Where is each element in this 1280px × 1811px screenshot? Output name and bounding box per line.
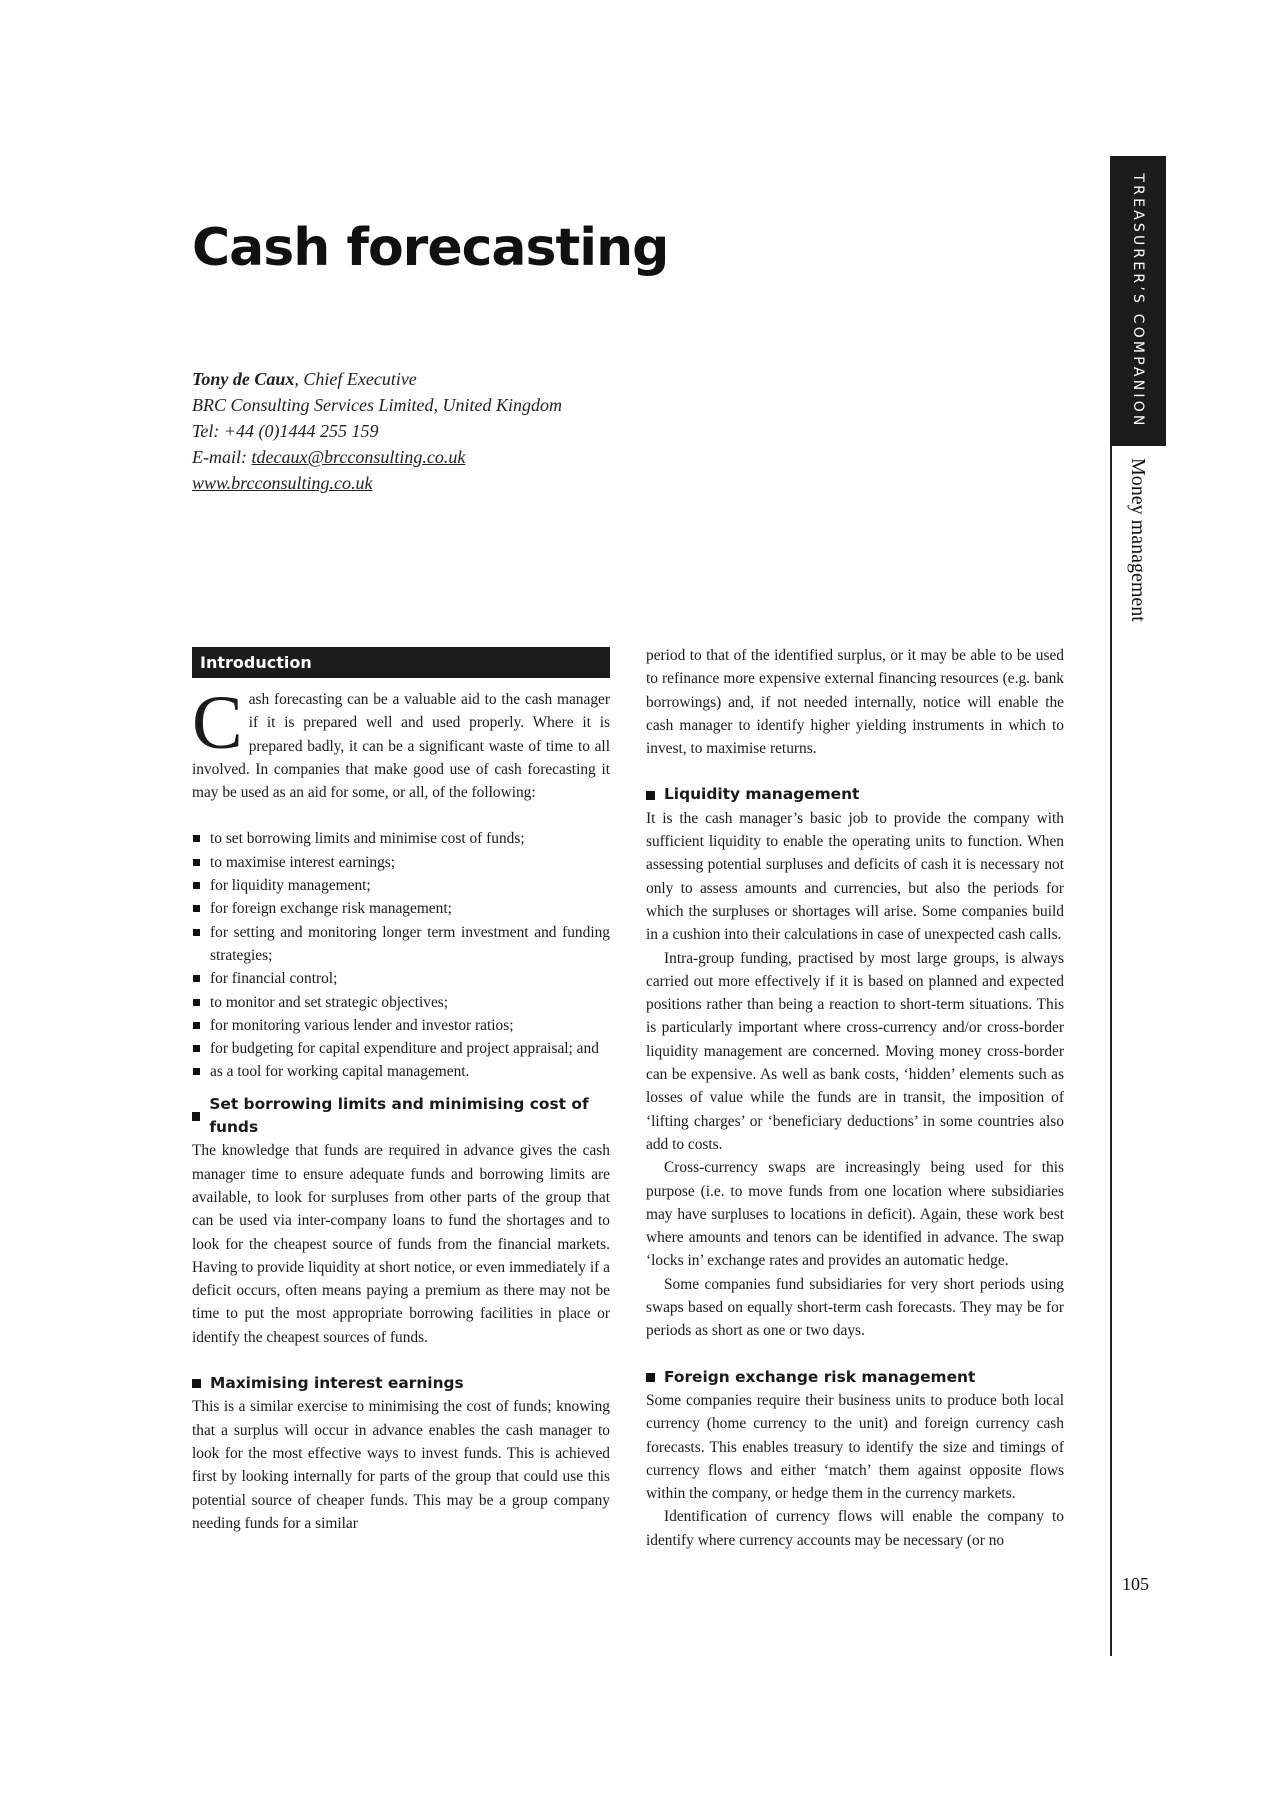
author-email-line <box>192 444 562 470</box>
list-item: for foreign exchange risk management; <box>192 897 610 920</box>
list-item: for monitoring various lender and investor ratios; <box>192 1014 610 1037</box>
borrowing-paragraph: The knowledge that funds are required in advance gives the cash manager time to ensure adequate funds and borrowing limits are available, to look for surpluses from other parts of the group that can be used via inter-company loans to fund the shortages and to look for the cheapest source of funds from the financial markets. Having to provide liquidity at short notice, or even immediately if a deficit occurs, often means paying a premium as there may not be time to put the most appropriate borrowing facilities in place or identify the cheapest sources of funds. <box>192 1142 610 1346</box>
author-role: , Chief Executive <box>294 369 417 389</box>
introduction-heading: Introduction <box>192 647 610 678</box>
liquidity-heading <box>646 783 1064 806</box>
list-item: for setting and monitoring longer term investment and funding strategies; <box>192 921 610 968</box>
author-company: BRC Consulting Services Limited, United Kingdom <box>192 395 562 415</box>
author-website-line <box>192 470 562 496</box>
website-link[interactable]: www.brcconsulting.co.uk <box>192 473 373 493</box>
square-bullet-icon <box>192 1112 200 1121</box>
borrowing-heading-text: Set borrowing limits and minimising cost of funds <box>209 1094 589 1137</box>
left-column <box>192 647 610 1535</box>
fx-heading <box>646 1366 1064 1389</box>
square-bullet-icon <box>646 1373 655 1382</box>
liquidity-paragraph-3: Cross-currency swaps are increasingly being used for this purpose (i.e. to move funds from one location where subsidiaries may have surpluses to locations in deficit). Again, these work best where amounts and tenors can be identified in advance. The swap ‘locks in’ exchange rates and provides an automatic hedge. <box>646 1159 1064 1270</box>
list-item: to monitor and set strategic objectives; <box>192 991 610 1014</box>
fx-heading-text: Foreign exchange risk management <box>664 1367 976 1386</box>
borrowing-heading <box>192 1093 610 1140</box>
spacer <box>192 804 610 827</box>
page-title: Cash forecasting <box>192 218 669 278</box>
square-bullet-icon <box>192 1379 201 1388</box>
vertical-rule <box>1110 446 1112 1656</box>
page-number: 105 <box>1122 1574 1149 1594</box>
section-label: Money management <box>1127 458 1150 622</box>
list-item: for budgeting for capital expenditure and project appraisal; and <box>192 1037 610 1060</box>
list-item: for financial control; <box>192 967 610 990</box>
square-bullet-icon <box>646 791 655 800</box>
liquidity-heading-text: Liquidity management <box>664 785 860 804</box>
author-phone: Tel: +44 (0)1444 255 159 <box>192 421 379 441</box>
interest-heading <box>192 1372 610 1395</box>
interest-continued-paragraph: period to that of the identified surplus, or it may be able to be used to refinance more expensive external financing resources (e.g. bank borrowings) and, if not needed internally, notice will enable the cash manager to identify higher yielding instruments in which to invest, to maximise returns. <box>646 647 1064 758</box>
spacer <box>646 1343 1064 1366</box>
uses-list <box>192 827 610 1083</box>
interest-paragraph: This is a similar exercise to minimising the cost of funds; knowing that a surplus will occur in advance enables the cash manager to look for the most effective ways to invest funds. This is achieved first by looking internally for parts of the group that could use this potential source of cheaper funds. This may be a group company needing funds for a similar <box>192 1398 610 1532</box>
author-name: Tony de Caux <box>192 369 295 389</box>
liquidity-paragraph-1: It is the cash manager’s basic job to provide the company with sufficient liquidity to enable the operating units to function. When assessing potential surpluses and deficits of cash it is necessary not only to assess amounts and currencies, but also the periods for which the surpluses or shortages will arise. Some companies build in a cushion into their calculations in case of unexpected cash calls. <box>646 809 1064 944</box>
intro-paragraph <box>192 681 610 804</box>
sidebar-tab-label: TREASURER’S COMPANION <box>1130 173 1146 429</box>
email-label: E-mail: <box>192 447 252 467</box>
list-item: to set borrowing limits and minimise cost of funds; <box>192 827 610 850</box>
liquidity-paragraph-2: Intra-group funding, practised by most large groups, is always carried out more effectively if it is based on planned and expected positions rather than being a reaction to short-term situations. This is particularly important where cross-currency and/or cross-border liquidity management are concerned. Moving money cross-border can be expensive. As well as bank costs, ‘hidden’ elements such as losses of value while the funds are in transit, the imposition of ‘lifting charges’ or ‘beneficiary deductions’ in some countries also add to costs. <box>646 949 1064 1153</box>
spacer <box>646 760 1064 783</box>
spacer <box>192 1084 610 1093</box>
liquidity-paragraph-4: Some companies fund subsidiaries for very short periods using swaps based on equally short-term cash forecasts. They may be for periods as short as one or two days. <box>646 1275 1064 1340</box>
author-block <box>192 366 562 496</box>
fx-paragraph-2: Identification of currency flows will enable the company to identify where currency accounts may be necessary (or no <box>646 1508 1064 1549</box>
list-item: to maximise interest earnings; <box>192 851 610 874</box>
interest-heading-text: Maximising interest earnings <box>210 1374 464 1393</box>
email-link[interactable]: tdecaux@brcconsulting.co.uk <box>251 447 466 467</box>
list-item: for liquidity management; <box>192 874 610 897</box>
fx-paragraph-1: Some companies require their business units to produce both local currency (home currency to the unit) and foreign currency cash forecasts. This enables treasury to identify the size and timings of currency flows and either ‘match’ them against opposite flows within the company, or hedge them in the currency markets. <box>646 1391 1064 1503</box>
right-column <box>646 644 1064 1552</box>
author-line <box>192 366 562 392</box>
intro-lead: ash forecasting can be a valuable aid to the cash manager if it is prepared well and used properly. Where it is prepared badly, it can be a significant waste of time to all involved. In companies that make good use of cash forecasting it may be used as an aid for some, or all, of the following: <box>192 691 610 802</box>
drop-cap: C <box>192 681 243 765</box>
spacer <box>192 1349 610 1372</box>
list-item: as a tool for working capital management. <box>192 1060 610 1083</box>
